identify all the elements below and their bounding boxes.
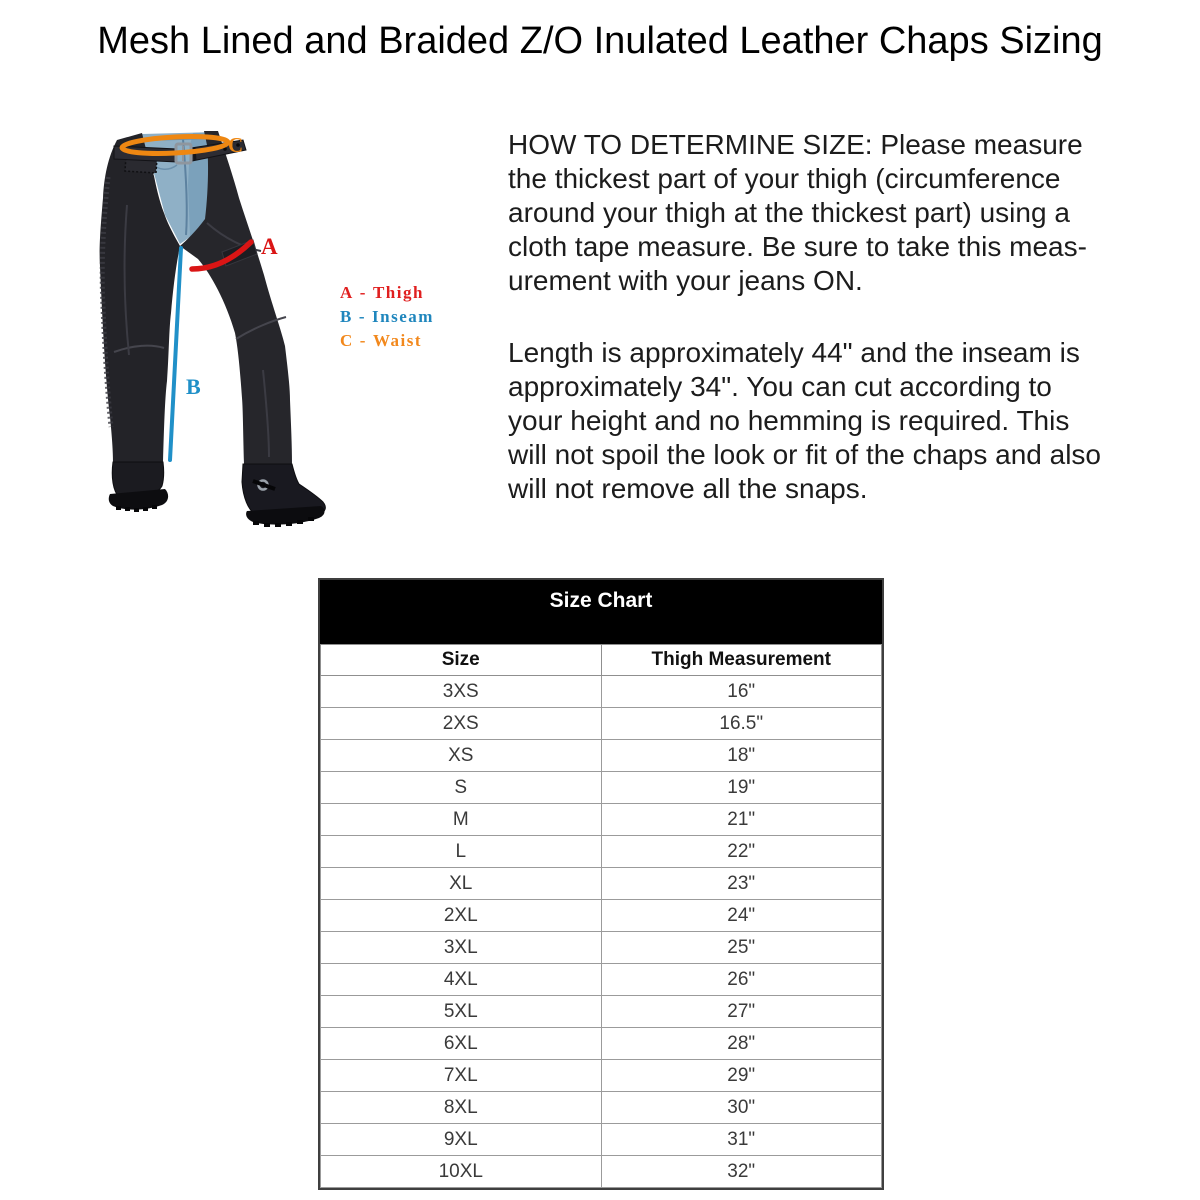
size-cell: XL bbox=[321, 868, 602, 900]
right-boot bbox=[242, 464, 325, 527]
thigh-cell: 16" bbox=[601, 676, 882, 708]
table-header-row bbox=[321, 645, 882, 676]
page-title: Mesh Lined and Braided Z/O Inulated Leather Chaps Sizing bbox=[97, 20, 1103, 62]
legend-dash: - bbox=[359, 331, 367, 350]
size-chart-title: Size Chart bbox=[549, 589, 653, 612]
table-row bbox=[321, 996, 882, 1028]
thigh-cell: 21" bbox=[601, 804, 882, 836]
table-row bbox=[321, 1060, 882, 1092]
size-chart bbox=[318, 578, 884, 1190]
measurement-legend bbox=[340, 281, 434, 353]
size-cell: 3XL bbox=[321, 932, 602, 964]
table-row bbox=[321, 964, 882, 996]
text-line: will not spoil the look or fit of the chaps and also bbox=[508, 439, 1102, 470]
size-cell: 9XL bbox=[321, 1124, 602, 1156]
thigh-cell: 23" bbox=[601, 868, 882, 900]
legend-label: Waist bbox=[372, 331, 423, 350]
size-column-header: Size bbox=[321, 645, 602, 676]
waist-label-c: C bbox=[228, 133, 244, 157]
thigh-cell: 16.5" bbox=[601, 708, 882, 740]
table-row bbox=[321, 772, 882, 804]
inseam-label-b: B bbox=[186, 374, 201, 399]
text-line: HOW TO DETERMINE SIZE: Please measure bbox=[508, 129, 1083, 160]
thigh-cell: 22" bbox=[601, 836, 882, 868]
thigh-column-header: Thigh Measurement bbox=[601, 645, 882, 676]
legend-row-thigh bbox=[340, 281, 434, 305]
table-row bbox=[321, 1092, 882, 1124]
size-cell: L bbox=[321, 836, 602, 868]
text-line: around your thigh at the thickest part) using a bbox=[508, 197, 1070, 228]
thigh-cell: 32" bbox=[601, 1156, 882, 1188]
size-cell: 4XL bbox=[321, 964, 602, 996]
thigh-cell: 29" bbox=[601, 1060, 882, 1092]
thigh-cell: 25" bbox=[601, 932, 882, 964]
thigh-cell: 28" bbox=[601, 1028, 882, 1060]
text-line: the thickest part of your thigh (circumference bbox=[508, 163, 1061, 194]
text-line: Length is approximately 44" and the inseam is bbox=[508, 337, 1080, 368]
size-cell: 8XL bbox=[321, 1092, 602, 1124]
left-boot bbox=[109, 462, 168, 512]
table-row bbox=[321, 836, 882, 868]
thigh-cell: 19" bbox=[601, 772, 882, 804]
size-cell: 3XS bbox=[321, 676, 602, 708]
legend-letter: C bbox=[340, 331, 354, 350]
legend-label: Inseam bbox=[372, 307, 434, 326]
table-row bbox=[321, 740, 882, 772]
thigh-label-a: A bbox=[261, 234, 278, 259]
text-line: cloth tape measure. Be sure to take this meas- bbox=[508, 231, 1087, 262]
size-cell: S bbox=[321, 772, 602, 804]
size-cell: 10XL bbox=[321, 1156, 602, 1188]
table-row bbox=[321, 1124, 882, 1156]
table-row bbox=[321, 932, 882, 964]
table-row bbox=[321, 1156, 882, 1188]
size-cell: M bbox=[321, 804, 602, 836]
instructions-paragraph-2 bbox=[508, 336, 1158, 506]
size-table bbox=[320, 644, 882, 1188]
legend-letter: A bbox=[340, 283, 354, 302]
size-cell: 6XL bbox=[321, 1028, 602, 1060]
thigh-cell: 30" bbox=[601, 1092, 882, 1124]
table-row bbox=[321, 708, 882, 740]
text-line: urement with your jeans ON. bbox=[508, 265, 863, 296]
size-chart-title-band bbox=[320, 580, 882, 644]
instructions-paragraph-1 bbox=[508, 128, 1158, 298]
legend-dash: - bbox=[358, 307, 367, 326]
text-line: will not remove all the snaps. bbox=[508, 473, 868, 504]
size-cell: 2XL bbox=[321, 900, 602, 932]
table-row bbox=[321, 676, 882, 708]
text-line: approximately 34". You can cut according to bbox=[508, 371, 1052, 402]
legend-letter: B bbox=[340, 307, 353, 326]
sizing-instructions bbox=[508, 128, 1158, 506]
thigh-cell: 31" bbox=[601, 1124, 882, 1156]
legend-dash: - bbox=[359, 283, 367, 302]
size-cell: XS bbox=[321, 740, 602, 772]
legend-row-inseam bbox=[340, 305, 434, 329]
size-cell: 2XS bbox=[321, 708, 602, 740]
table-row bbox=[321, 804, 882, 836]
chaps-figure bbox=[95, 115, 355, 555]
thigh-cell: 18" bbox=[601, 740, 882, 772]
size-cell: 5XL bbox=[321, 996, 602, 1028]
thigh-cell: 26" bbox=[601, 964, 882, 996]
thigh-cell: 27" bbox=[601, 996, 882, 1028]
size-table-body bbox=[321, 676, 882, 1188]
text-line: your height and no hemming is required. This bbox=[508, 405, 1070, 436]
table-row bbox=[321, 1028, 882, 1060]
table-row bbox=[321, 868, 882, 900]
thigh-cell: 24" bbox=[601, 900, 882, 932]
size-cell: 7XL bbox=[321, 1060, 602, 1092]
table-row bbox=[321, 900, 882, 932]
legend-row-waist bbox=[340, 329, 434, 353]
legend-label: Thigh bbox=[372, 283, 424, 302]
